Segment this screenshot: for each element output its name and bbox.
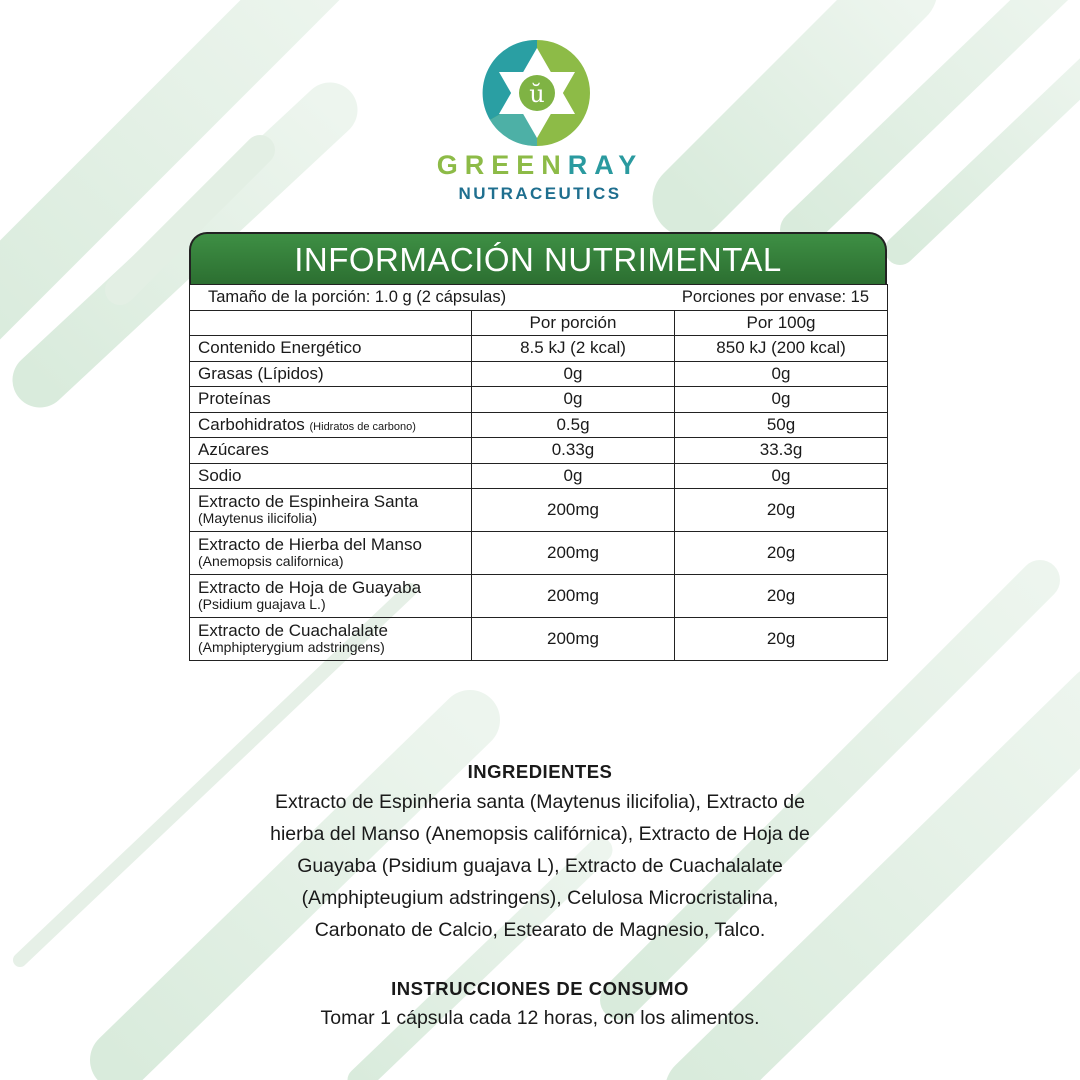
per-100g-value: 850 kJ (200 kcal): [675, 336, 888, 362]
ingredients-line: Extracto de Espinheria santa (Maytenus ilicifolia), Extracto de: [275, 791, 805, 813]
instructions-text: Tomar 1 cápsula cada 12 horas, con los alimentos.: [320, 1007, 760, 1029]
column-header-per-serving: Por porción: [472, 310, 675, 336]
per-serving-value: 8.5 kJ (2 kcal): [472, 336, 675, 362]
nutrition-table: [189, 232, 887, 661]
table-row: [190, 532, 888, 575]
table-row: [190, 489, 888, 532]
per-100g-value: 20g: [675, 618, 888, 661]
row-label: Sodio: [190, 463, 472, 489]
ingredients-line: Carbonato de Calcio, Estearato de Magnesio, Talco.: [314, 919, 766, 941]
row-label: Contenido Energético: [190, 336, 472, 362]
per-100g-value: 33.3g: [675, 438, 888, 464]
row-label: Extracto de Espinheira Santa: [198, 492, 419, 511]
per-100g-value: 20g: [675, 532, 888, 575]
row-scientific-name: (Psidium guajava L.): [198, 596, 326, 612]
brand-name-green: GREEN: [436, 150, 568, 180]
serving-size: Tamaño de la porción: 1.0 g (2 cápsulas): [208, 287, 507, 306]
ingredients-line: hierba del Manso (Anemopsis califórnica), Extracto de Hoja de: [270, 823, 810, 845]
row-label-cell: [190, 618, 472, 661]
table-row: [190, 387, 888, 413]
row-label-cell: [190, 412, 472, 438]
per-100g-value: 20g: [675, 575, 888, 618]
row-label-note: (Hidratos de carbono): [309, 420, 416, 433]
row-label: Extracto de Cuachalalate: [198, 621, 388, 640]
row-label: Grasas (Lípidos): [190, 361, 472, 387]
row-label: Proteínas: [190, 387, 472, 413]
greenray-logo-icon: [482, 38, 592, 148]
per-100g-value: 0g: [675, 361, 888, 387]
ingredients-title: INGREDIENTES: [467, 761, 613, 782]
row-label-cell: [190, 575, 472, 618]
row-label: Extracto de Hierba del Manso: [198, 535, 422, 554]
table-row: [190, 336, 888, 362]
row-label-cell: [190, 489, 472, 532]
logo-glyph: ŭ: [529, 80, 545, 108]
row-scientific-name: (Maytenus ilicifolia): [198, 510, 318, 526]
table-row: [190, 618, 888, 661]
per-100g-value: 20g: [675, 489, 888, 532]
per-100g-value: 0g: [675, 387, 888, 413]
table-row: [190, 412, 888, 438]
row-label: Azúcares: [190, 438, 472, 464]
per-serving-value: 200mg: [472, 489, 675, 532]
per-serving-value: 0g: [472, 463, 675, 489]
ingredients-text: [190, 786, 890, 946]
column-header-per-100g: Por 100g: [675, 310, 888, 336]
per-serving-value: 0.5g: [472, 412, 675, 438]
per-serving-value: 0.33g: [472, 438, 675, 464]
row-scientific-name: (Amphipterygium adstringens): [198, 639, 385, 655]
per-serving-value: 200mg: [472, 618, 675, 661]
per-serving-value: 0g: [472, 361, 675, 387]
brand-name: [0, 150, 1080, 181]
row-label: Extracto de Hoja de Guayaba: [198, 578, 422, 597]
ingredients-line: (Amphipteugium adstringens), Celulosa Microcristalina,: [301, 887, 779, 909]
instructions-title: INSTRUCCIONES DE CONSUMO: [391, 978, 689, 999]
ingredients-line: Guayaba (Psidium guajava L), Extracto de Cuachalalate: [297, 855, 783, 877]
table-row: [190, 438, 888, 464]
row-label-cell: [190, 532, 472, 575]
column-header-row: [190, 310, 888, 336]
per-100g-value: 0g: [675, 463, 888, 489]
table-row: [190, 361, 888, 387]
serving-info-row: [190, 285, 888, 311]
table-row: [190, 575, 888, 618]
per-serving-value: 200mg: [472, 575, 675, 618]
per-serving-value: 0g: [472, 387, 675, 413]
column-header-empty: [190, 310, 472, 336]
row-label: Carbohidratos: [198, 414, 305, 434]
per-100g-value: 50g: [675, 412, 888, 438]
brand-subtitle: NUTRACEUTICS: [458, 184, 622, 203]
table-row: [190, 463, 888, 489]
servings-per-container: Porciones por envase: 15: [681, 287, 870, 306]
brand-name-ray: RAY: [567, 150, 644, 180]
row-scientific-name: (Anemopsis californica): [198, 553, 344, 569]
per-serving-value: 200mg: [472, 532, 675, 575]
nutrition-title: INFORMACIÓN NUTRIMENTAL: [189, 232, 887, 284]
